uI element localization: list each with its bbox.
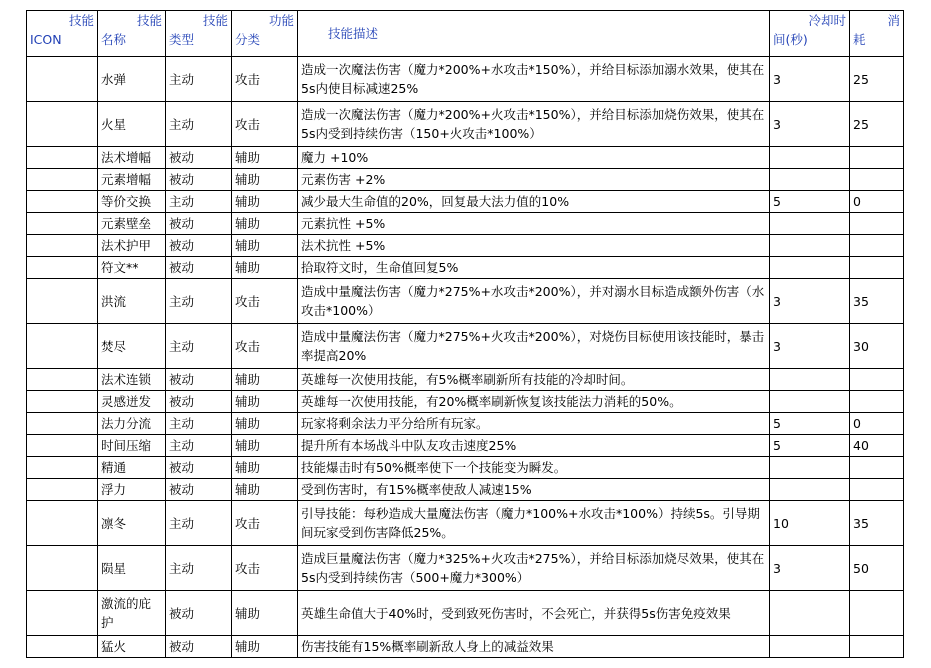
skill-name-cell: 陨星	[98, 546, 166, 591]
skill-cooldown-cell: 5	[770, 191, 850, 213]
skill-cost-cell	[850, 636, 904, 658]
skill-icon-cell	[27, 636, 98, 658]
skill-icon-cell	[27, 591, 98, 636]
skill-category-cell: 辅助	[232, 435, 298, 457]
skill-icon-cell	[27, 391, 98, 413]
skill-description-cell: 提升所有本场战斗中队友攻击速度25%	[298, 435, 770, 457]
skill-description-cell: 造成中量魔法伤害（魔力*275%+火攻击*200%），对烧伤目标使用该技能时，暴击率提高20%	[298, 324, 770, 369]
skill-cooldown-cell	[770, 457, 850, 479]
table-row	[27, 369, 904, 391]
skill-description-cell: 造成巨量魔法伤害（魔力*325%+火攻击*275%），并给目标添加烧尽效果，使其在5s内受到持续伤害（500+魔力*300%）	[298, 546, 770, 591]
skill-cooldown-cell: 3	[770, 102, 850, 147]
skill-description-cell: 技能爆击时有50%概率使下一个技能变为瞬发。	[298, 457, 770, 479]
table-row	[27, 257, 904, 279]
header-cost: 消 耗	[850, 11, 904, 57]
header-description: 技能描述	[298, 11, 770, 57]
skill-icon-cell	[27, 57, 98, 102]
table-row	[27, 191, 904, 213]
skill-icon-cell	[27, 546, 98, 591]
table-row	[27, 501, 904, 546]
skill-category-cell: 辅助	[232, 213, 298, 235]
skill-category-cell: 辅助	[232, 479, 298, 501]
skill-cost-cell	[850, 213, 904, 235]
skill-cost-cell: 40	[850, 435, 904, 457]
skill-cost-cell	[850, 457, 904, 479]
skill-icon-cell	[27, 213, 98, 235]
skill-category-cell: 辅助	[232, 457, 298, 479]
skill-description-cell: 引导技能：每秒造成大量魔法伤害（魔力*100%+水攻击*100%）持续5s。引导期间玩家受到伤害降低25%。	[298, 501, 770, 546]
skill-description-cell: 元素伤害 +2%	[298, 169, 770, 191]
skill-description-cell: 玩家将剩余法力平分给所有玩家。	[298, 413, 770, 435]
skill-cooldown-cell	[770, 147, 850, 169]
skill-category-cell: 攻击	[232, 501, 298, 546]
skill-type-cell: 主动	[166, 324, 232, 369]
skill-cooldown-cell	[770, 479, 850, 501]
header-name: 技能 名称	[98, 11, 166, 57]
skill-cooldown-cell: 5	[770, 435, 850, 457]
skill-category-cell: 辅助	[232, 636, 298, 658]
skill-category-cell: 辅助	[232, 369, 298, 391]
table-row	[27, 57, 904, 102]
skill-name-cell: 法力分流	[98, 413, 166, 435]
skill-type-cell: 主动	[166, 102, 232, 147]
skill-category-cell: 辅助	[232, 391, 298, 413]
skill-cooldown-cell: 5	[770, 413, 850, 435]
skill-description-cell: 法术抗性 +5%	[298, 235, 770, 257]
skill-category-cell: 攻击	[232, 546, 298, 591]
skill-icon-cell	[27, 191, 98, 213]
skill-name-cell: 火星	[98, 102, 166, 147]
skill-cost-cell	[850, 391, 904, 413]
skill-icon-cell	[27, 147, 98, 169]
skill-type-cell: 主动	[166, 57, 232, 102]
skill-description-cell: 元素抗性 +5%	[298, 213, 770, 235]
skill-category-cell: 辅助	[232, 147, 298, 169]
skill-type-cell: 被动	[166, 169, 232, 191]
skill-name-cell: 法术连锁	[98, 369, 166, 391]
skill-cost-cell: 30	[850, 324, 904, 369]
skill-name-cell: 凛冬	[98, 501, 166, 546]
skill-cooldown-cell	[770, 213, 850, 235]
skill-cooldown-cell	[770, 591, 850, 636]
skill-name-cell: 符文**	[98, 257, 166, 279]
skill-description-cell: 造成中量魔法伤害（魔力*275%+水攻击*200%），并对溺水目标造成额外伤害（水攻击*100%）	[298, 279, 770, 324]
skill-type-cell: 主动	[166, 546, 232, 591]
skill-name-cell: 水弹	[98, 57, 166, 102]
skill-cooldown-cell: 10	[770, 501, 850, 546]
table-row	[27, 636, 904, 658]
header-category: 功能 分类	[232, 11, 298, 57]
skill-cost-cell: 25	[850, 57, 904, 102]
skill-cost-cell	[850, 147, 904, 169]
skill-type-cell: 主动	[166, 413, 232, 435]
table-row	[27, 213, 904, 235]
skill-description-cell: 英雄每一次使用技能，有5%概率刷新所有技能的冷却时间。	[298, 369, 770, 391]
skill-cost-cell: 35	[850, 279, 904, 324]
skill-icon-cell	[27, 413, 98, 435]
skill-type-cell: 被动	[166, 457, 232, 479]
skill-category-cell: 辅助	[232, 591, 298, 636]
skill-description-cell: 受到伤害时，有15%概率使敌人减速15%	[298, 479, 770, 501]
skill-cooldown-cell: 3	[770, 57, 850, 102]
table-row	[27, 413, 904, 435]
table-row	[27, 324, 904, 369]
skill-cooldown-cell	[770, 235, 850, 257]
skill-cooldown-cell	[770, 636, 850, 658]
skill-table	[26, 10, 904, 658]
table-row	[27, 147, 904, 169]
skill-cost-cell	[850, 235, 904, 257]
skill-cost-cell: 50	[850, 546, 904, 591]
skill-type-cell: 被动	[166, 257, 232, 279]
skill-icon-cell	[27, 457, 98, 479]
skill-cooldown-cell: 3	[770, 279, 850, 324]
skill-category-cell: 攻击	[232, 102, 298, 147]
skill-type-cell: 被动	[166, 391, 232, 413]
skill-icon-cell	[27, 169, 98, 191]
skill-cost-cell	[850, 479, 904, 501]
skill-name-cell: 浮力	[98, 479, 166, 501]
skill-type-cell: 被动	[166, 147, 232, 169]
skill-name-cell: 元素壁垒	[98, 213, 166, 235]
skill-category-cell: 攻击	[232, 57, 298, 102]
skill-description-cell: 魔力 +10%	[298, 147, 770, 169]
table-row	[27, 169, 904, 191]
skill-category-cell: 辅助	[232, 169, 298, 191]
skill-name-cell: 元素增幅	[98, 169, 166, 191]
skill-type-cell: 被动	[166, 235, 232, 257]
skill-description-cell: 英雄每一次使用技能，有20%概率刷新恢复该技能法力消耗的50%。	[298, 391, 770, 413]
skill-description-cell: 伤害技能有15%概率刷新敌人身上的减益效果	[298, 636, 770, 658]
skill-category-cell: 辅助	[232, 235, 298, 257]
table-row	[27, 479, 904, 501]
header-cooldown: 冷却时 间(秒)	[770, 11, 850, 57]
skill-description-cell: 造成一次魔法伤害（魔力*200%+水攻击*150%），并给目标添加溺水效果，使其在5s内使目标减速25%	[298, 57, 770, 102]
skill-name-cell: 焚尽	[98, 324, 166, 369]
skill-cost-cell	[850, 257, 904, 279]
skill-name-cell: 法术护甲	[98, 235, 166, 257]
skill-cooldown-cell: 3	[770, 324, 850, 369]
skill-cost-cell: 0	[850, 413, 904, 435]
skill-category-cell: 辅助	[232, 257, 298, 279]
skill-type-cell: 主动	[166, 279, 232, 324]
skill-cooldown-cell	[770, 169, 850, 191]
skill-icon-cell	[27, 369, 98, 391]
skill-name-cell: 精通	[98, 457, 166, 479]
table-row	[27, 591, 904, 636]
table-row	[27, 235, 904, 257]
skill-description-cell: 减少最大生命值的20%，回复最大法力值的10%	[298, 191, 770, 213]
skill-cooldown-cell	[770, 391, 850, 413]
table-row	[27, 457, 904, 479]
skill-name-cell: 洪流	[98, 279, 166, 324]
skill-cooldown-cell	[770, 257, 850, 279]
table-row	[27, 546, 904, 591]
skill-name-cell: 猛火	[98, 636, 166, 658]
skill-type-cell: 主动	[166, 191, 232, 213]
header-type: 技能 类型	[166, 11, 232, 57]
table-row	[27, 435, 904, 457]
skill-category-cell: 辅助	[232, 191, 298, 213]
skill-name-cell: 激流的庇护	[98, 591, 166, 636]
skill-type-cell: 被动	[166, 591, 232, 636]
skill-name-cell: 等价交换	[98, 191, 166, 213]
skill-category-cell: 攻击	[232, 324, 298, 369]
skill-name-cell: 法术增幅	[98, 147, 166, 169]
skill-icon-cell	[27, 324, 98, 369]
skill-cost-cell: 25	[850, 102, 904, 147]
skill-category-cell: 攻击	[232, 279, 298, 324]
skill-icon-cell	[27, 102, 98, 147]
skill-type-cell: 被动	[166, 369, 232, 391]
skill-cost-cell: 35	[850, 501, 904, 546]
header-row	[27, 11, 904, 57]
skill-icon-cell	[27, 279, 98, 324]
table-row	[27, 279, 904, 324]
skill-icon-cell	[27, 257, 98, 279]
skill-description-cell: 英雄生命值大于40%时，受到致死伤害时，不会死亡，并获得5s伤害免疫效果	[298, 591, 770, 636]
skill-cooldown-cell	[770, 369, 850, 391]
table-row	[27, 102, 904, 147]
skill-cost-cell: 0	[850, 191, 904, 213]
table-row	[27, 391, 904, 413]
header-icon: 技能 ICON	[27, 11, 98, 57]
skill-cost-cell	[850, 591, 904, 636]
skill-type-cell: 被动	[166, 479, 232, 501]
skill-cooldown-cell: 3	[770, 546, 850, 591]
skill-rows	[27, 57, 904, 658]
skill-cost-cell	[850, 369, 904, 391]
skill-type-cell: 被动	[166, 213, 232, 235]
skill-name-cell: 时间压缩	[98, 435, 166, 457]
skill-type-cell: 主动	[166, 501, 232, 546]
skill-icon-cell	[27, 235, 98, 257]
skill-icon-cell	[27, 435, 98, 457]
skill-type-cell: 主动	[166, 435, 232, 457]
skill-type-cell: 被动	[166, 636, 232, 658]
skill-category-cell: 辅助	[232, 413, 298, 435]
skill-icon-cell	[27, 479, 98, 501]
skill-icon-cell	[27, 501, 98, 546]
skill-description-cell: 造成一次魔法伤害（魔力*200%+火攻击*150%），并给目标添加烧伤效果，使其在5s内受到持续伤害（150+火攻击*100%）	[298, 102, 770, 147]
skill-name-cell: 灵感迸发	[98, 391, 166, 413]
skill-cost-cell	[850, 169, 904, 191]
skill-description-cell: 拾取符文时，生命值回复5%	[298, 257, 770, 279]
